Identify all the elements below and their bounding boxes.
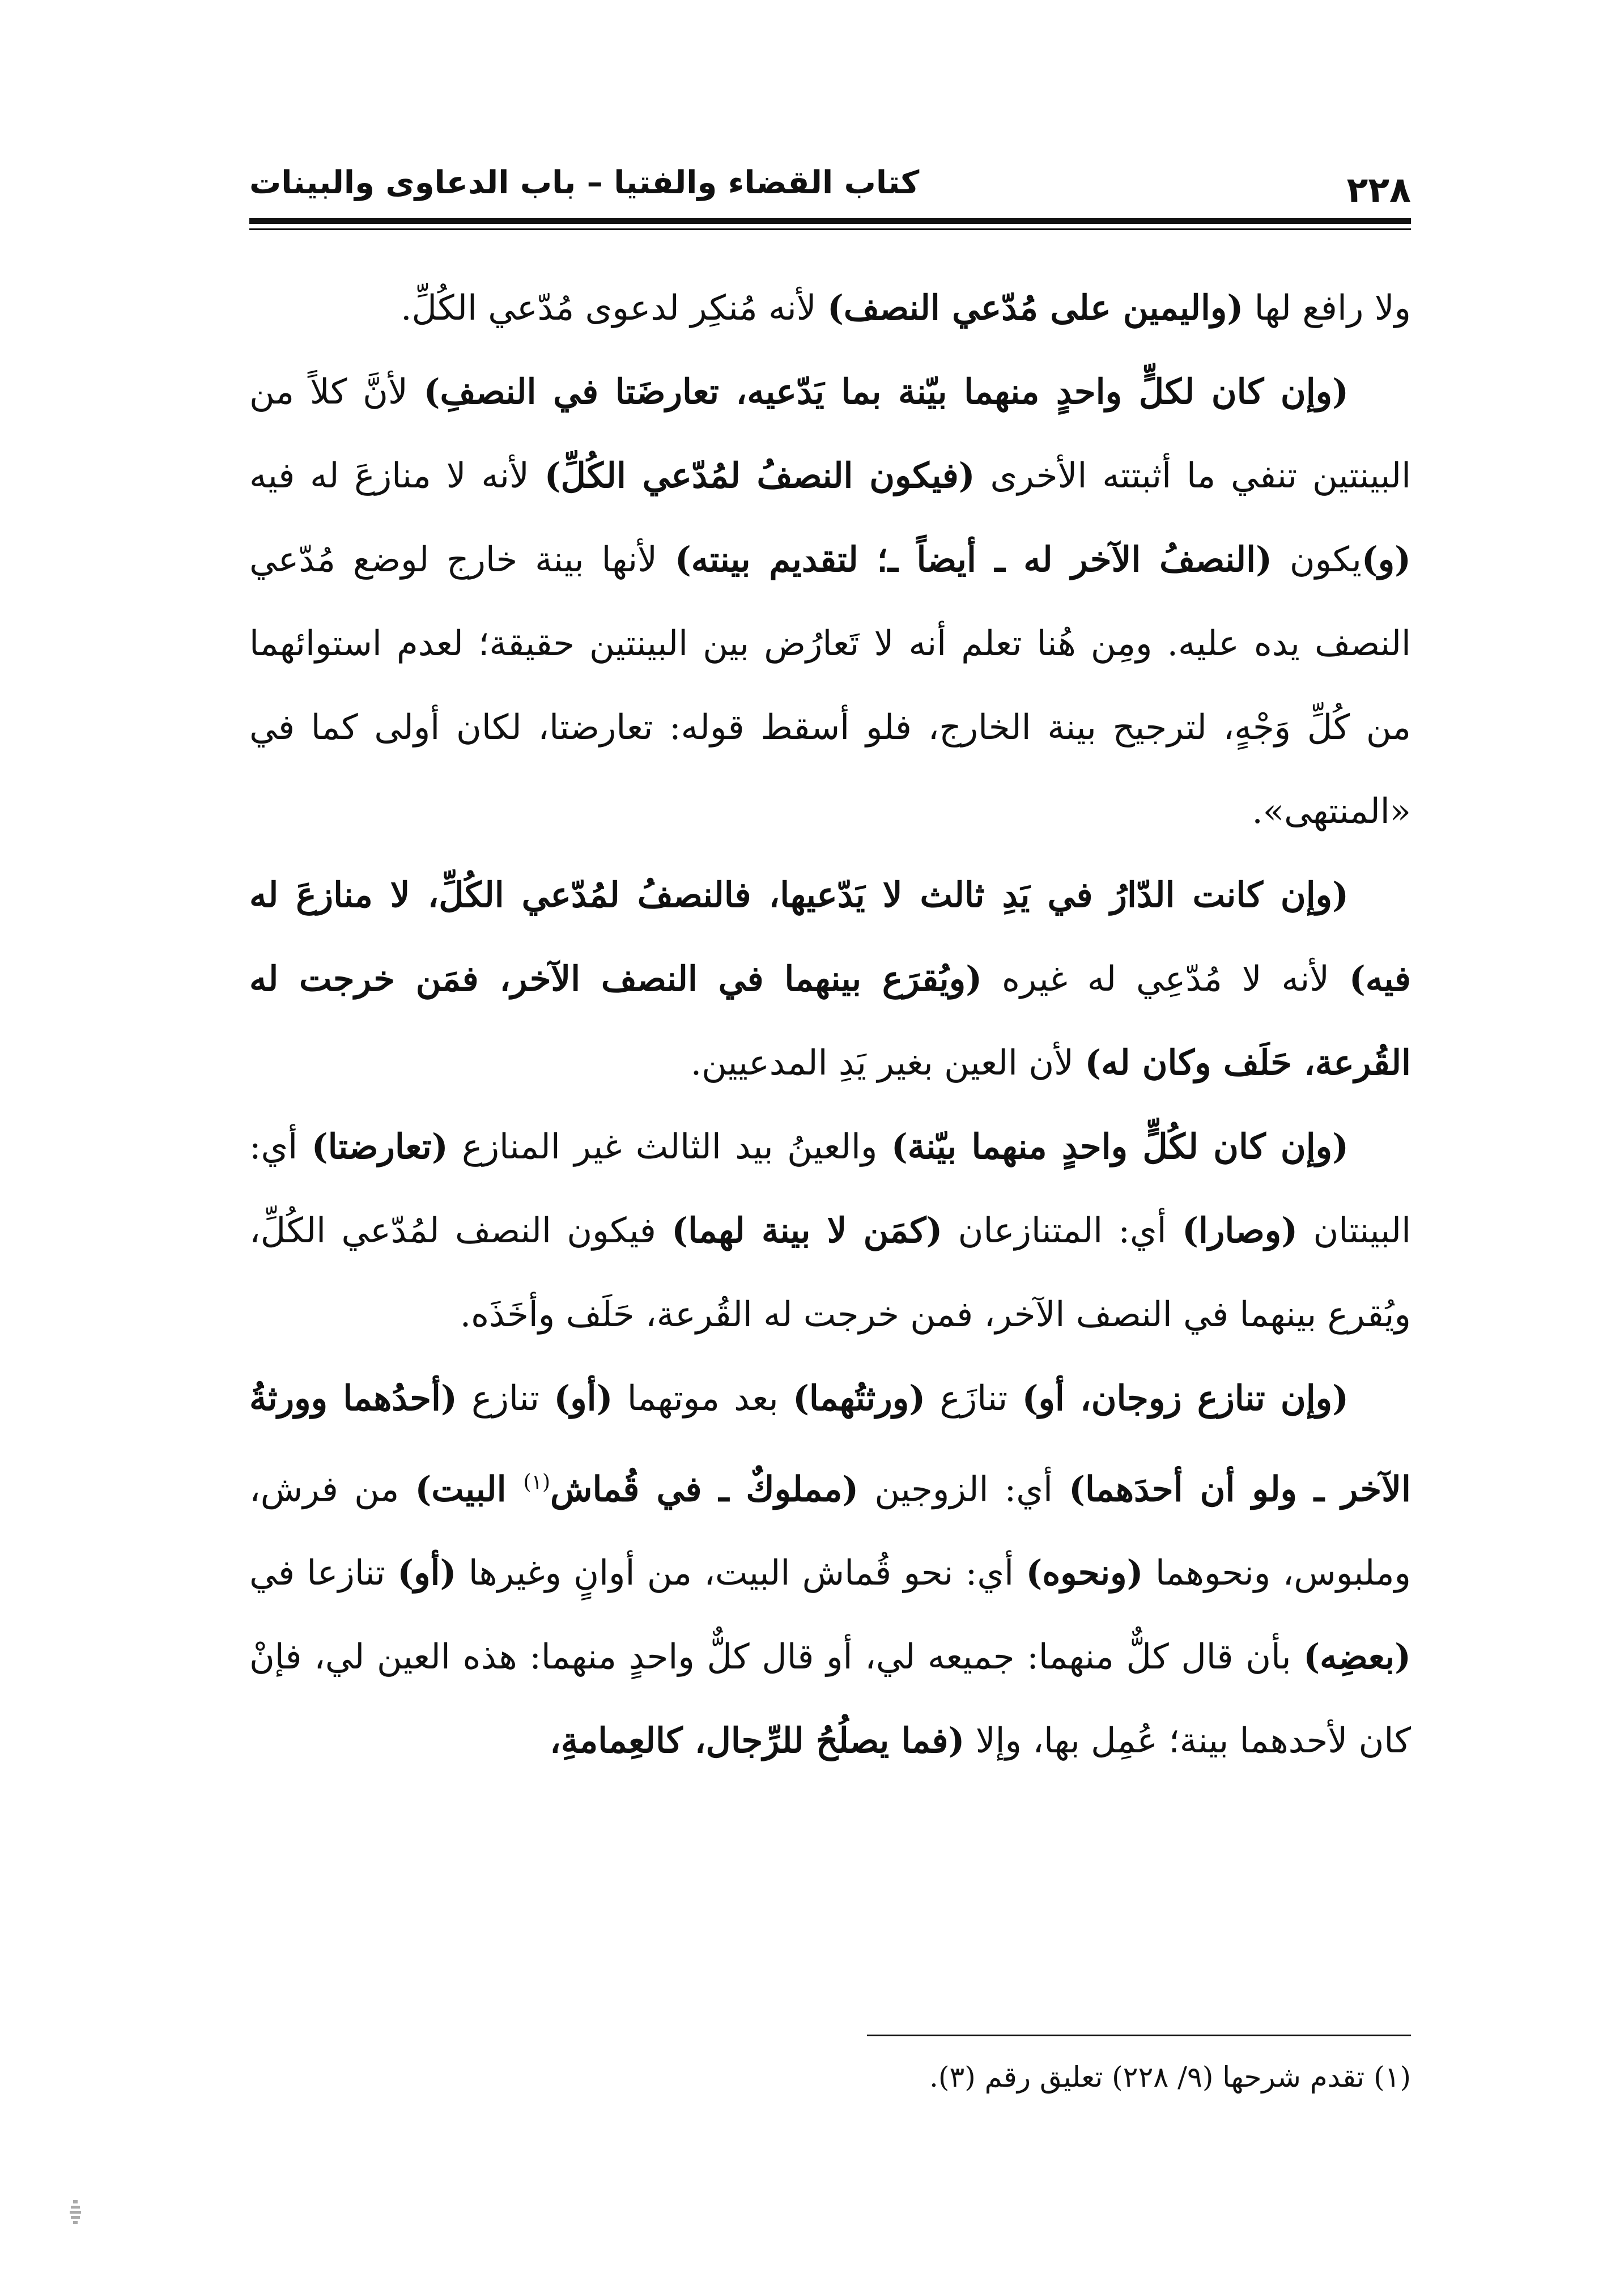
- matn-text: (وإن تنازع زوجان، أو): [1022, 1378, 1349, 1419]
- commentary-text: تنازعا في: [249, 1553, 398, 1594]
- matn-text: (ويُقرَع بينهما في النصف الآخر، فمَن خرجت له القُرعة، حَلَف وكان له): [249, 959, 1411, 1083]
- paragraph: [249, 853, 1411, 1105]
- running-title: كتاب القضاء والفتيا – باب الدعاوى والبينات: [249, 164, 920, 201]
- matn-text: (وإن كانت الدّارُ في يَدِ ثالث لا يَدّعيها، فالنصفُ لمُدّعي الكُلِّ، لا منازعَ له فيه): [249, 875, 1412, 999]
- matn-text: (مملوكٌ ـ في قُماش: [550, 1469, 859, 1510]
- commentary-text: أي: المتنازعان: [942, 1211, 1183, 1251]
- commentary-text: لأنها بينة خارج لوضع مُدّعي النصف يده عليه. ومِن هُنا تعلم أنه لا تَعارُض بين البينتين حقيقة؛ لعدم استوائهما من كُلِّ وَجْهٍ، لترجيح بينة الخارج، فلو أسقط قوله: تعارضتا، لكان أولى كما في «المنتهى».: [249, 540, 1411, 831]
- commentary-text: أي: الزوجين: [858, 1469, 1069, 1510]
- paragraph: [249, 350, 1411, 853]
- ornament-icon: [68, 2199, 83, 2225]
- commentary-text: لأنه لا مُدّعِي له غيره: [982, 959, 1349, 999]
- commentary-text: بأن قال كلٌّ منهما: جميعه لي، أو قال كلٌّ واحدٍ منهما: هذه العين لي، فإنْ كان لأحدهما بينة؛ عُمِل بها، وإلا: [249, 1637, 1411, 1761]
- footnote-marker: (١): [523, 1471, 550, 1494]
- matn-text: (أو): [554, 1378, 613, 1419]
- matn-text: (بعضِه): [1303, 1637, 1411, 1678]
- matn-text: (فما يصلُحُ للرِّجال، كالعِمامةِ،: [550, 1721, 965, 1761]
- header-rule-thick: [249, 218, 1411, 224]
- commentary-text: تنازَع: [925, 1378, 1022, 1419]
- matn-text: (فيكون النصفُ لمُدّعي الكُلِّ): [544, 456, 975, 496]
- matn-text: البيت): [415, 1469, 524, 1510]
- matn-text: (وإن كان لكلٍّ واحدٍ منهما بيّنة بما يَدّعيه، تعارضَتا في النصفِ): [423, 372, 1349, 412]
- matn-text: (النصفُ الآخر له ـ أيضاً ـ؛ لتقديم بينته): [674, 540, 1272, 580]
- commentary-text: يكون: [1272, 540, 1362, 580]
- matn-text: (أو): [397, 1553, 457, 1594]
- commentary-text: أي: البينتان: [249, 1127, 1412, 1251]
- commentary-text: من فرش، وملبوس، ونحوهما: [249, 1469, 1411, 1594]
- matn-text: (وإن كان لكُلٍّ واحدٍ منهما بيّنة): [891, 1127, 1349, 1167]
- matn-text: (ونحوه): [1026, 1553, 1143, 1594]
- matn-text: (ورثتُهما): [793, 1378, 926, 1419]
- matn-text: (أحدُهما وورثةُ الآخر ـ ولو أن أحدَهما): [249, 1378, 1411, 1510]
- matn-text: (كمَن لا بينة لهما): [671, 1211, 943, 1251]
- commentary-text: لأنه مُنكِر لدعوى مُدّعي الكُلِّ.: [401, 288, 827, 328]
- commentary-text: تنازع: [457, 1378, 554, 1419]
- matn-text: (و): [1361, 540, 1412, 580]
- matn-text: (تعارضتا): [311, 1127, 448, 1167]
- commentary-text: لأن العين بغير يَدِ المدعيين.: [690, 1043, 1085, 1083]
- paragraph: [249, 266, 1411, 350]
- footnote-separator: [867, 2035, 1411, 2036]
- commentary-text: أي: نحو قُماش البيت، من أوانٍ وغيرها: [456, 1553, 1026, 1594]
- page-number: ٢٢٨: [1346, 169, 1411, 210]
- body-text: [249, 266, 1411, 1783]
- commentary-text: ولا رافع لها: [1243, 288, 1411, 328]
- matn-text: (واليمين على مُدّعي النصف): [827, 288, 1244, 328]
- commentary-text: لأنه لا منازعَ له فيه: [249, 456, 545, 496]
- page-header: [249, 159, 1411, 210]
- footnote: (١) تقدم شرحها (٩/ ٢٢٨) تعليق رقم (٣).: [929, 2061, 1411, 2094]
- paragraph: [249, 1105, 1411, 1357]
- matn-text: (وصارا): [1182, 1211, 1298, 1251]
- commentary-text: بعد موتهما: [613, 1378, 793, 1419]
- commentary-text: والعينُ بيد الثالث غير المنازع: [448, 1127, 891, 1167]
- commentary-text: لأنَّ كلاً من البينتين تنفي ما أثبتته الأخرى: [249, 372, 1412, 496]
- paragraph: [249, 1357, 1411, 1783]
- commentary-text: فيكون النصف لمُدّعي الكُلِّ، ويُقرع بينهما في النصف الآخر، فمن خرجت له القُرعة، حَلَف وأخَذَه.: [249, 1211, 1411, 1335]
- header-rule-thin: [249, 228, 1411, 230]
